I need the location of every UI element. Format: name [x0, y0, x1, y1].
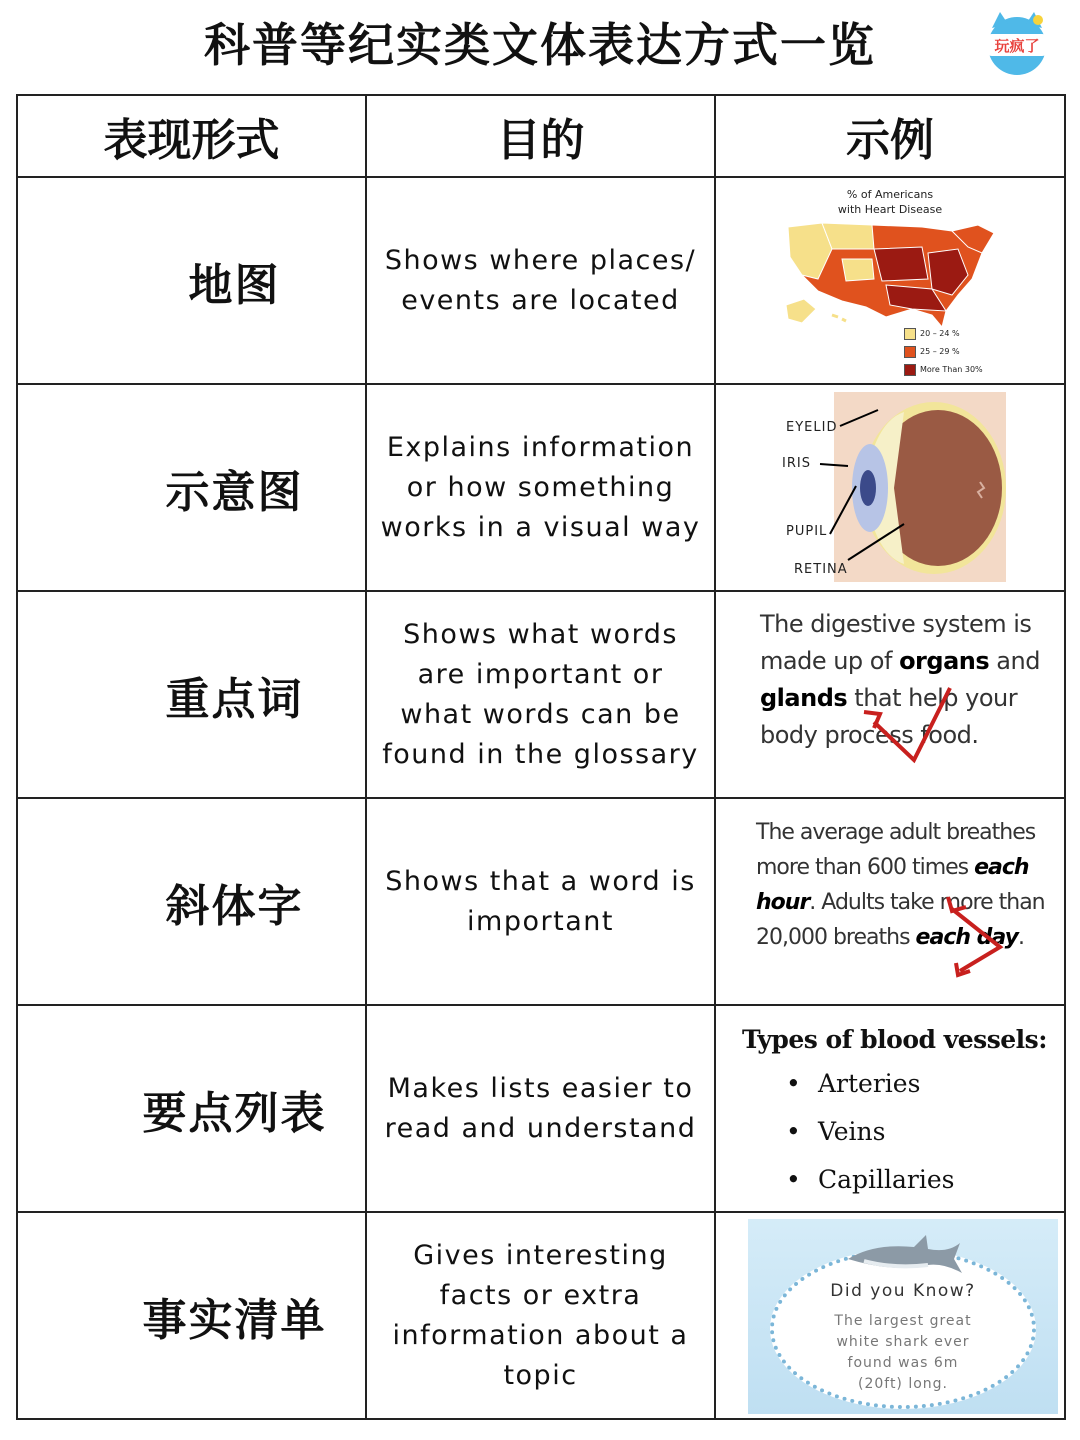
- purpose-text: Makes lists easier to read and understand: [366, 1005, 715, 1212]
- example-cell: [715, 798, 1065, 1005]
- legend-item: 20 – 24 %: [904, 325, 983, 343]
- eye-pointers: [716, 386, 1065, 589]
- list-heading: Types of blood vessels:: [742, 1025, 1047, 1054]
- us-map-icon: [782, 219, 998, 331]
- header-row: [17, 95, 1065, 177]
- purpose-text: Explains information or how something works in a visual way: [366, 384, 715, 591]
- expression-table: [16, 94, 1066, 1420]
- purpose-text: Shows that a word is important: [366, 798, 715, 1005]
- fact-box-example: [748, 1219, 1058, 1414]
- purpose-text: Shows what words are important or what words can be found in the glossary: [366, 591, 715, 798]
- fact-heading: Did you Know?: [830, 1281, 976, 1301]
- italic-word: each day: [915, 925, 1018, 950]
- table-row: [17, 1212, 1065, 1419]
- shark-icon: [844, 1233, 964, 1279]
- table-row: [17, 1005, 1065, 1212]
- bold-word: organs: [899, 647, 990, 675]
- map-title: % of Americans with Heart Disease: [837, 188, 943, 216]
- table-row: [17, 798, 1065, 1005]
- fact-body: The largest great white shark ever found was 6m (20ft) long.: [834, 1313, 972, 1392]
- header-example: 示例: [715, 95, 1065, 177]
- eye-label-eyelid: EYELID: [786, 420, 838, 435]
- eye-diagram-example: [716, 386, 1064, 589]
- eye-label-pupil: PUPIL: [786, 524, 828, 539]
- legend-item: More Than 30%: [904, 361, 983, 379]
- purpose-text: Shows where places/ events are located: [366, 177, 715, 384]
- list-item: • Capillaries: [786, 1156, 1062, 1204]
- form-name: 示意图: [17, 384, 366, 591]
- bullet-list: [786, 1060, 1062, 1204]
- table-row: [17, 177, 1065, 384]
- example-cell: [715, 384, 1065, 591]
- example-cell: [715, 1212, 1065, 1419]
- bold-words-example: The digestive system is made up of organs and glands that help your body process food.: [760, 610, 1040, 749]
- example-cell: [715, 591, 1065, 798]
- page-title: 科普等纪实类文体表达方式一览: [204, 18, 876, 72]
- bold-word: glands: [760, 684, 848, 712]
- list-item: • Veins: [786, 1108, 1062, 1156]
- table-row: [17, 384, 1065, 591]
- example-cell: [715, 177, 1065, 384]
- italic-words-example: The average adult breathes more than 600 times each hour. Adults take more than 20,000 breaths each day.: [756, 820, 1045, 950]
- example-cell: [715, 1005, 1065, 1212]
- badge-text: 玩疯了: [994, 37, 1040, 55]
- form-name: 重点词: [17, 591, 366, 798]
- list-item: • Arteries: [786, 1060, 1062, 1108]
- us-map-example: [716, 179, 1064, 382]
- italic-word: each hour: [756, 855, 1029, 915]
- header-purpose: 目的: [366, 95, 715, 177]
- eye-label-retina: RETINA: [794, 562, 848, 577]
- purpose-text: Gives interesting facts or extra information about a topic: [366, 1212, 715, 1419]
- form-name: 地图: [17, 177, 366, 384]
- form-name: 事实清单: [17, 1212, 366, 1419]
- legend-item: 25 – 29 %: [904, 343, 983, 361]
- brand-badge: [980, 12, 1054, 76]
- double-arrow-icon: [716, 799, 1065, 1002]
- form-name: 要点列表: [17, 1005, 366, 1212]
- form-name: 斜体字: [17, 798, 366, 1005]
- header-form: 表现形式: [17, 95, 366, 177]
- table-row: [17, 591, 1065, 798]
- checkmark-arrow-icon: [716, 592, 1065, 795]
- bullet-list-example: [742, 1020, 1062, 1204]
- eye-label-iris: IRIS: [782, 456, 811, 471]
- map-legend: [904, 325, 983, 379]
- star-icon: [1033, 15, 1043, 25]
